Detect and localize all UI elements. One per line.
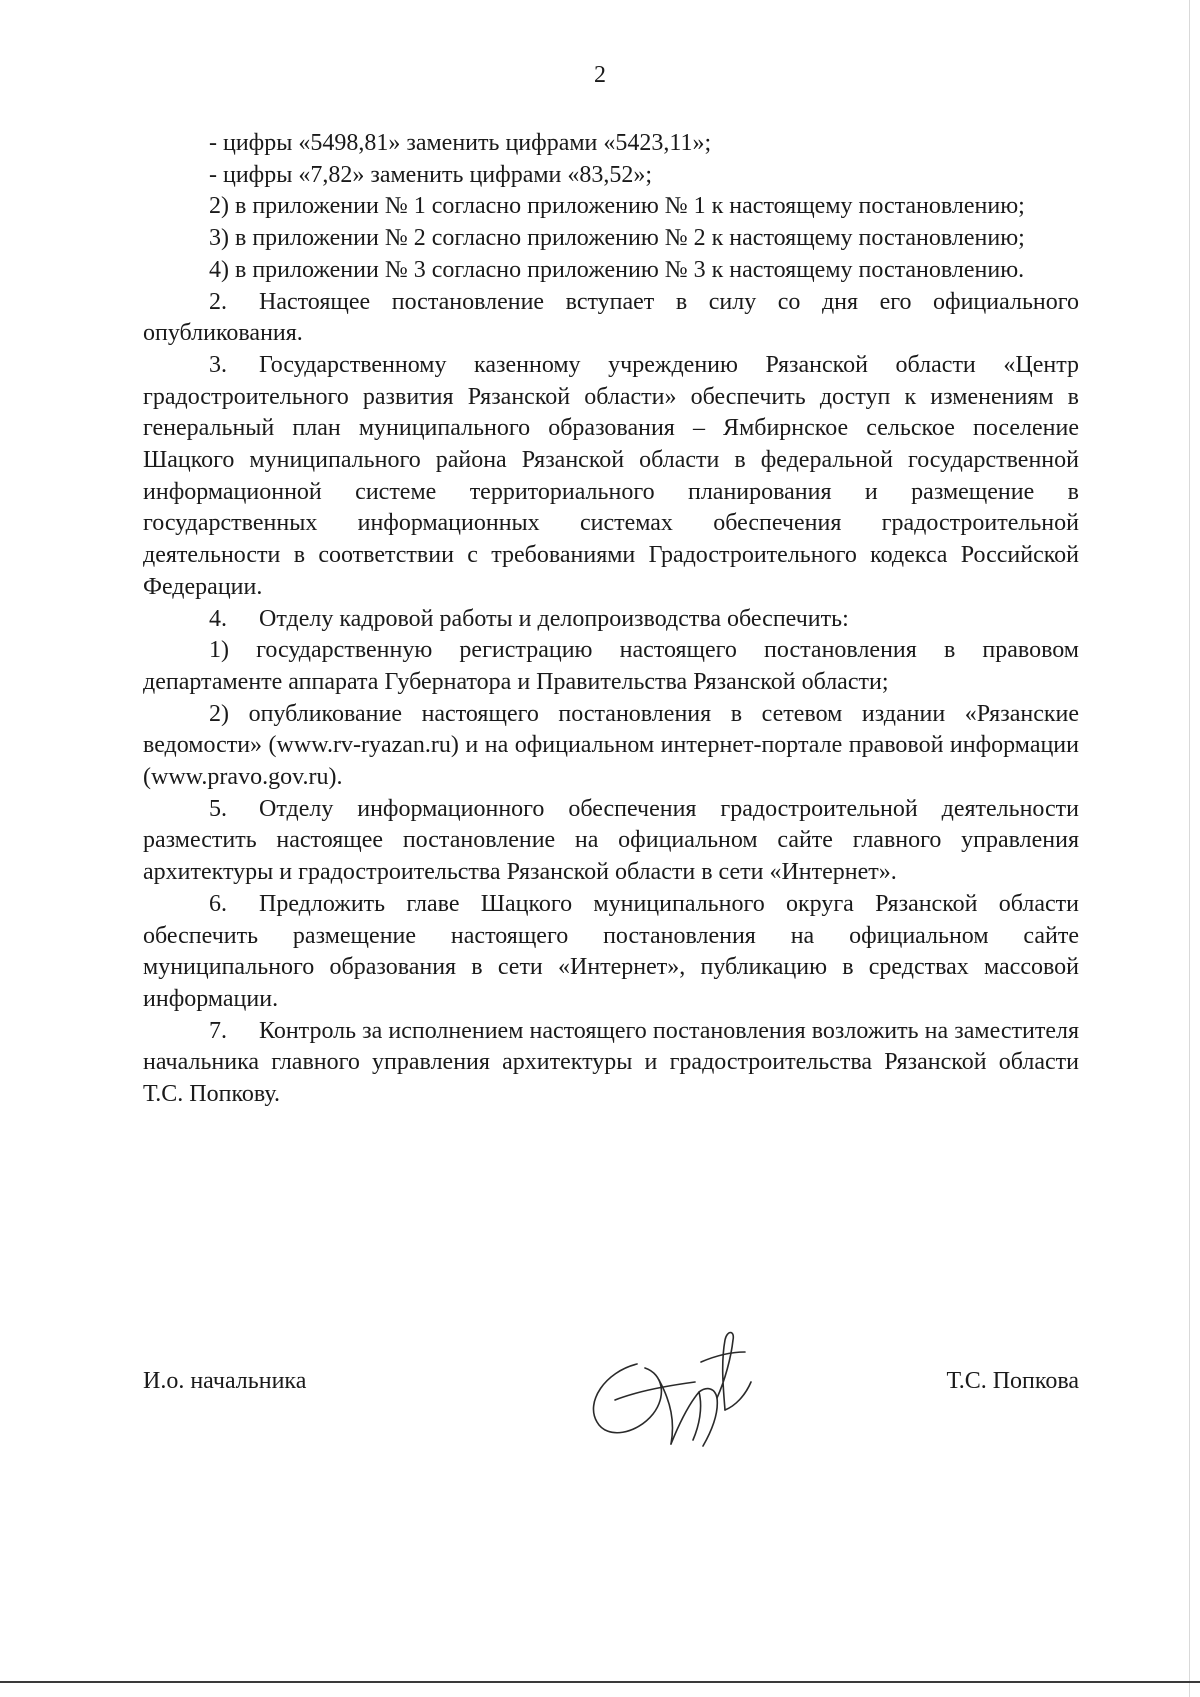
paragraph-subitem-4-2 <box>143 699 1079 794</box>
paragraph-text: - цифры «7,82» заменить цифрами «83,52»; <box>209 161 653 188</box>
paragraph-item-3 <box>143 350 1079 604</box>
paragraph-item-5 <box>143 794 1079 889</box>
scan-edge-bottom <box>0 1681 1200 1683</box>
paragraph-text: Государственному казенному учреждению Рязанской области «Центр градостроительного развития Рязанской области» обеспечить доступ к изменениям в генеральный план муниципального образования – Ямбирнское сельское поселение Шацкого муниципального района Рязанской области в федеральной государственной информационной системе территориального планирования и размещение в государственных информационных системах обеспечения градостроительной деятельности в соответствии с требованиями Градостроительного кодекса Российской Федерации. <box>143 351 1079 600</box>
paragraph-replace-1 <box>143 128 1079 160</box>
scan-edge-right <box>1189 0 1190 1697</box>
paragraph-subitem-4 <box>143 255 1079 287</box>
paragraph-text: 3) в приложении № 2 согласно приложению № 2 к настоящему постановлению; <box>209 225 1025 252</box>
paragraph-item-2 <box>143 287 1079 350</box>
handwritten-signature-icon <box>575 1322 775 1462</box>
paragraph-text: 2) в приложении № 1 согласно приложению № 1 к настоящему постановлению; <box>209 193 1025 220</box>
paragraph-replace-2 <box>143 160 1079 192</box>
paragraph-text: Предложить главе Шацкого муниципального округа Рязанской области обеспечить размещение настоящего постановления на официальном сайте муниципального образования в сети «Интернет», публикацию в средствах массовой информации. <box>143 890 1079 1012</box>
signatory-name: Т.С. Попкова <box>946 1368 1079 1394</box>
paragraph-text: Отделу кадровой работы и делопроизводства обеспечить: <box>259 605 849 632</box>
paragraph-subitem-4-1 <box>143 635 1079 698</box>
paragraph-text: 1) государственную регистрацию настоящего постановления в правовом департаменте аппарата Губернатора и Правительства Рязанской области; <box>143 637 1079 695</box>
paragraph-subitem-3 <box>143 223 1079 255</box>
item-number: 5. <box>209 795 227 822</box>
page-number: 2 <box>594 62 606 88</box>
paragraph-text: Отделу информационного обеспечения градостроительной деятельности разместить настоящее постановление на официальном сайте главного управления архитектуры и градостроительства Рязанской области в сети «Интернет». <box>143 795 1079 886</box>
paragraph-text: Настоящее постановление вступает в силу со дня его официального опубликования. <box>143 288 1079 347</box>
item-number: 3. <box>209 351 227 378</box>
item-number: 2. <box>209 288 227 315</box>
paragraph-text: - цифры «5498,81» заменить цифрами «5423,11»; <box>209 130 712 156</box>
paragraph-subitem-2 <box>143 191 1079 223</box>
item-number: 7. <box>209 1017 227 1044</box>
signatory-title: И.о. начальника <box>143 1368 307 1394</box>
item-number: 4. <box>209 605 227 632</box>
item-number: 6. <box>209 890 227 917</box>
paragraph-item-7 <box>143 1016 1079 1111</box>
document-body <box>143 128 1079 1111</box>
paragraph-text: Контроль за исполнением настоящего постановления возложить на заместителя начальника главного управления архитектуры и градостроительства Рязанской области Т.С. Попкову. <box>143 1017 1079 1108</box>
paragraph-text: 4) в приложении № 3 согласно приложению № 3 к настоящему постановлению. <box>209 256 1025 283</box>
paragraph-text: 2) опубликование настоящего постановления в сетевом издании «Рязанские ведомости» (www.rv-ryazan.ru) и на официальном интернет-портале правовой информации (www.pravo.gov.ru). <box>143 700 1079 791</box>
paragraph-item-6 <box>143 889 1079 1016</box>
paragraph-item-4 <box>143 604 1079 636</box>
